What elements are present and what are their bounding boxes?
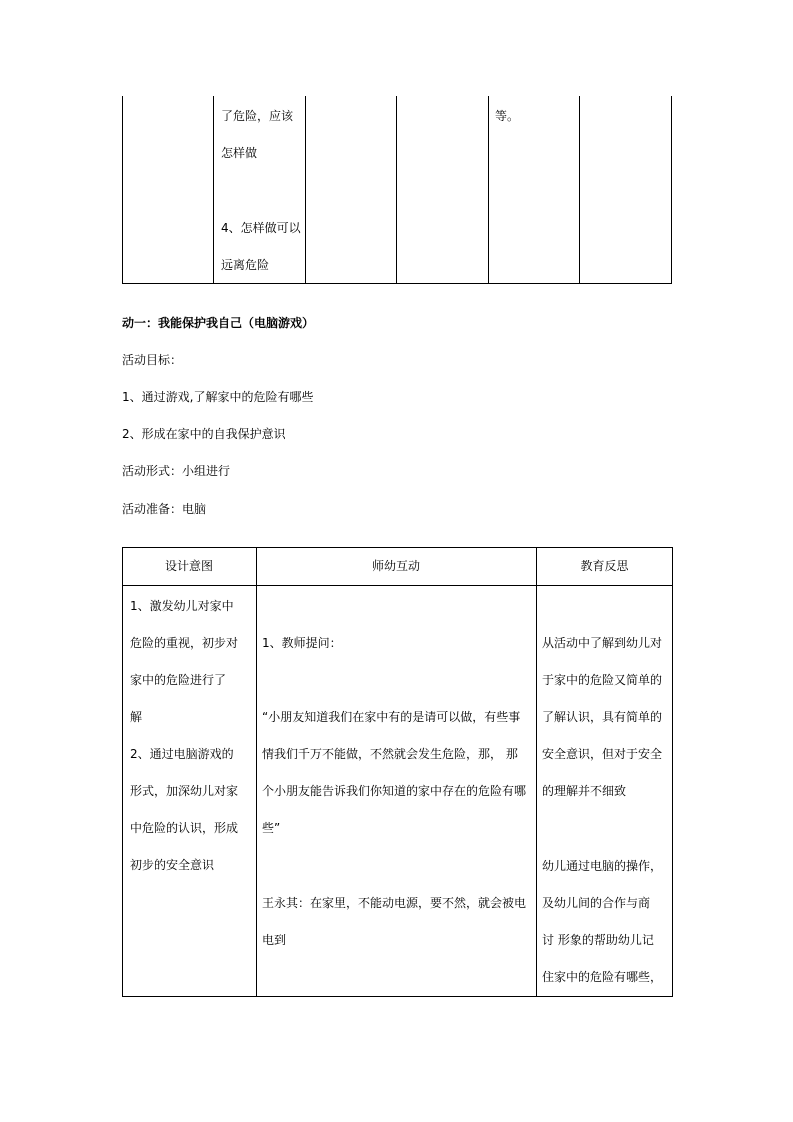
table-border-line	[396, 96, 397, 284]
table-border	[122, 547, 673, 997]
table-border-line	[122, 96, 123, 284]
cell-line: 远离危险	[221, 258, 270, 272]
reflection-line: 的理解并不细致	[542, 784, 627, 798]
column-header-interaction: 师幼互动	[371, 559, 420, 573]
reflection-line: 住家中的危险有哪些，	[542, 970, 663, 984]
goal-item: 1、通过游戏,了解家中的危险有哪些	[122, 390, 314, 404]
table-border-line	[488, 96, 489, 284]
table-border-line	[213, 96, 214, 284]
intent-line: 形式，加深幼儿对家	[130, 784, 239, 798]
table-border-line	[256, 547, 257, 997]
goal-item: 2、形成在家中的自我保护意识	[122, 427, 286, 441]
table-border-line	[536, 547, 537, 997]
goal-label: 活动目标：	[122, 353, 183, 367]
answer-line: 王永其：在家里，不能动电源，要不然，就会被电	[262, 896, 527, 910]
cell-line: 了危险，应该	[221, 109, 294, 123]
activity-prep: 活动准备：电脑	[122, 502, 207, 516]
reflection-line: 于家中的危险又简单的	[542, 673, 663, 687]
table-border-line	[122, 283, 672, 284]
intent-line: 2、通过电脑游戏的	[130, 747, 234, 761]
reflection-line: 幼儿通过电脑的操作，	[542, 859, 663, 873]
table-border-line	[122, 585, 673, 586]
intent-line: 家中的危险进行了	[130, 673, 227, 687]
column-header-intent: 设计意图	[164, 559, 213, 573]
quote-line: 情我们千万不能做，不然就会发生危险，那， 那	[262, 747, 518, 761]
reflection-line: 及幼儿间的合作与商	[542, 896, 651, 910]
intent-line: 初步的安全意识	[130, 858, 215, 872]
quote-line: 个小朋友能告诉我们你知道的家中存在的危险有哪	[262, 784, 527, 798]
reflection-line: 从活动中了解到幼儿对	[542, 636, 663, 650]
question-label: 1、教师提问：	[262, 636, 342, 650]
quote-line: “小朋友知道我们在家中有的是请可以做，有些事	[262, 710, 521, 724]
table-border-line	[671, 96, 672, 284]
activity-form: 活动形式：小组进行	[122, 464, 231, 478]
column-header-reflection: 教育反思	[580, 559, 629, 573]
reflection-line: 了解认识，具有简单的	[542, 710, 663, 724]
intent-line: 危险的重视，初步对	[130, 636, 239, 650]
quote-line: 些”	[262, 821, 281, 835]
table-border-line	[579, 96, 580, 284]
answer-line: 电到	[262, 933, 287, 947]
table-continuation	[122, 96, 672, 284]
intent-line: 中危险的认识，形成	[130, 821, 239, 835]
cell-line: 怎样做	[221, 146, 258, 160]
table-border-line	[305, 96, 306, 284]
activity-table	[122, 547, 673, 997]
section-heading: 动一：我能保护我自己（电脑游戏）	[122, 316, 315, 330]
cell-line: 等。	[495, 109, 520, 123]
intent-line: 1、激发幼儿对家中	[130, 599, 234, 613]
intent-line: 解	[130, 710, 143, 724]
cell-line: 4、怎样做可以	[221, 221, 301, 235]
reflection-line: 讨 形象的帮助幼儿记	[542, 933, 654, 947]
reflection-line: 安全意识，但对于安全	[542, 747, 663, 761]
